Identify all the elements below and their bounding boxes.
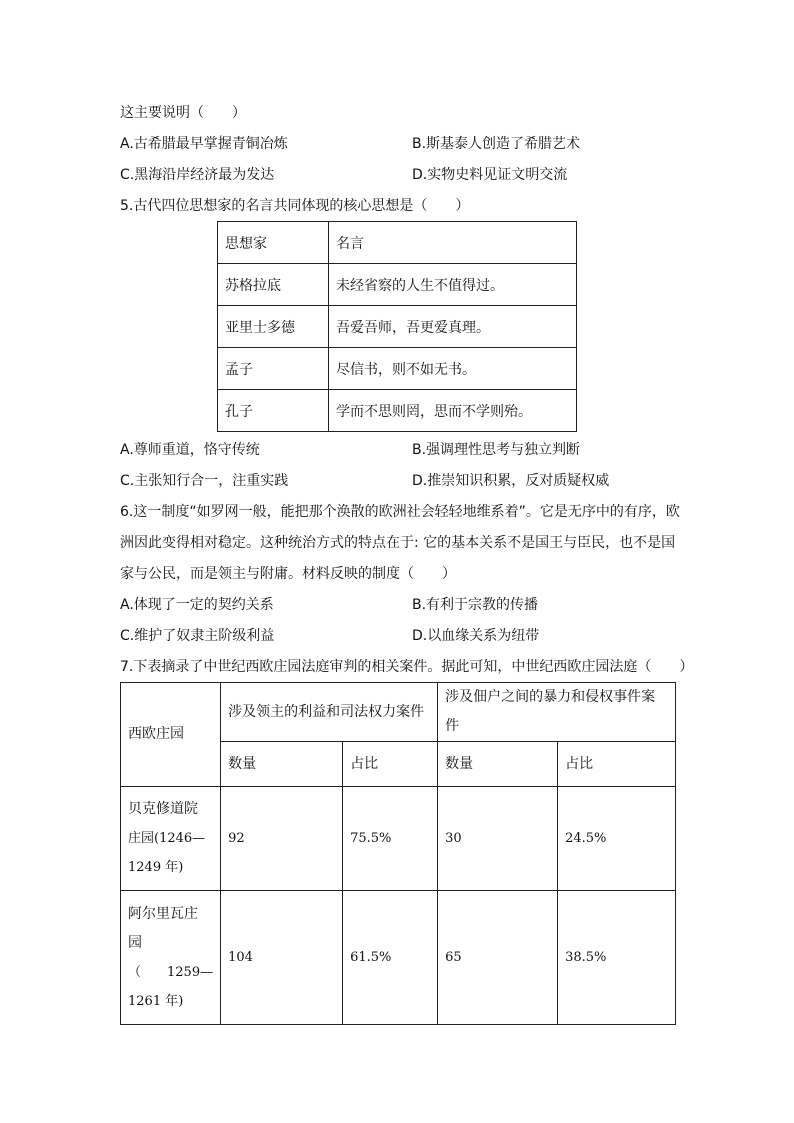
quote-cell: 未经省察的人生不值得过。: [329, 264, 577, 306]
q6-stem-line: 6.这一制度“如罗网一般，能把那个涣散的欧洲社会轻轻地维系着”。它是无序中的有序，欧: [120, 504, 680, 520]
q7-stem: 7.下表摘录了中世纪西欧庄园法庭审判的相关案件。据此可知，中世纪西欧庄园法庭（ ）: [120, 659, 694, 675]
quote-cell: 学而不思则罔，思而不学则殆。: [329, 390, 577, 432]
thinker-cell: 孟子: [218, 348, 329, 390]
q6-option-c: C.维护了奴隶主阶级利益: [120, 628, 275, 644]
table-row: [121, 787, 676, 891]
q5-quote-table: [217, 221, 577, 432]
table-row: [121, 891, 676, 1025]
q6-option-b: B.有利于宗教的传播: [412, 597, 539, 613]
value-cell: 104: [221, 891, 343, 1025]
thinker-cell: 亚里士多德: [218, 306, 329, 348]
value-cell: 30: [438, 787, 558, 891]
q5-option-c: C.主张知行合一，注重实践: [120, 473, 289, 489]
q4-option-c: C.黑海沿岸经济最为发达: [120, 167, 275, 183]
value-cell: 24.5%: [558, 787, 676, 891]
table-group-header-row: [121, 683, 676, 742]
quote-cell: 尽信书，则不如无书。: [329, 348, 577, 390]
thinker-cell: 苏格拉底: [218, 264, 329, 306]
q5-stem: 5.古代四位思想家的名言共同体现的核心思想是（ ）: [120, 198, 470, 214]
table-corner-cell: 西欧庄园: [121, 683, 221, 787]
q6-option-a: A.体现了一定的契约关系: [120, 597, 274, 613]
manor-name-line: 贝克修道院: [128, 801, 198, 817]
manor-name-line: 阿尔里瓦庄: [128, 905, 198, 922]
value-cell: 75.5%: [343, 787, 438, 891]
manor-name-line: 1261 年): [128, 993, 184, 1009]
value-cell: 65: [438, 891, 558, 1025]
q5-option-d: D.推崇知识积累，反对质疑权威: [412, 473, 610, 489]
subheader-share: 占比: [343, 742, 438, 787]
manor-name-line: 园: [128, 934, 142, 951]
value-cell: 38.5%: [558, 891, 676, 1025]
q4-stem: 这主要说明（ ）: [120, 105, 246, 121]
manor-name-line: （ 1259—: [128, 964, 214, 980]
quote-cell: 吾爱吾师，吾更爱真理。: [329, 306, 577, 348]
manor-name-line: 庄园(1246—: [128, 831, 206, 846]
table-row: [218, 348, 577, 390]
subheader-count: 数量: [438, 742, 558, 787]
q7-court-cases-table: [120, 682, 676, 1025]
value-cell: 92: [221, 787, 343, 891]
q6-stem-line: 洲因此变得相对稳定。这种统治方式的特点在于: 它的基本关系不是国王与臣民，也不是国: [120, 535, 676, 551]
group-header-tenant-cases: 涉及佃户之间的暴力和侵权事件案件: [438, 683, 676, 742]
thinker-cell: 孔子: [218, 390, 329, 432]
table-header-cell: 思想家: [218, 222, 329, 264]
table-row: [218, 306, 577, 348]
q6-option-d: D.以血缘关系为纽带: [412, 628, 540, 644]
q4-option-b: B.斯基泰人创造了希腊艺术: [412, 136, 581, 152]
q4-option-d: D.实物史料见证文明交流: [412, 167, 568, 183]
manor-name-line: 1249 年): [128, 860, 184, 875]
q4-option-a: A.古希腊最早掌握青铜冶炼: [120, 136, 288, 152]
manor-name-cell: [121, 787, 221, 891]
table-row: [218, 390, 577, 432]
q5-option-b: B.强调理性思考与独立判断: [412, 442, 581, 458]
q6-stem-line: 家与公民，而是领主与附庸。材料反映的制度（ ）: [120, 566, 456, 582]
group-header-lord-cases: 涉及领主的利益和司法权力案件: [221, 683, 438, 742]
table-header-row: [218, 222, 577, 264]
manor-name-cell: [121, 891, 221, 1025]
table-row: [218, 264, 577, 306]
subheader-share: 占比: [558, 742, 676, 787]
table-header-cell: 名言: [329, 222, 577, 264]
value-cell: 61.5%: [343, 891, 438, 1025]
q5-option-a: A.尊师重道，恪守传统: [120, 442, 260, 458]
subheader-count: 数量: [221, 742, 343, 787]
